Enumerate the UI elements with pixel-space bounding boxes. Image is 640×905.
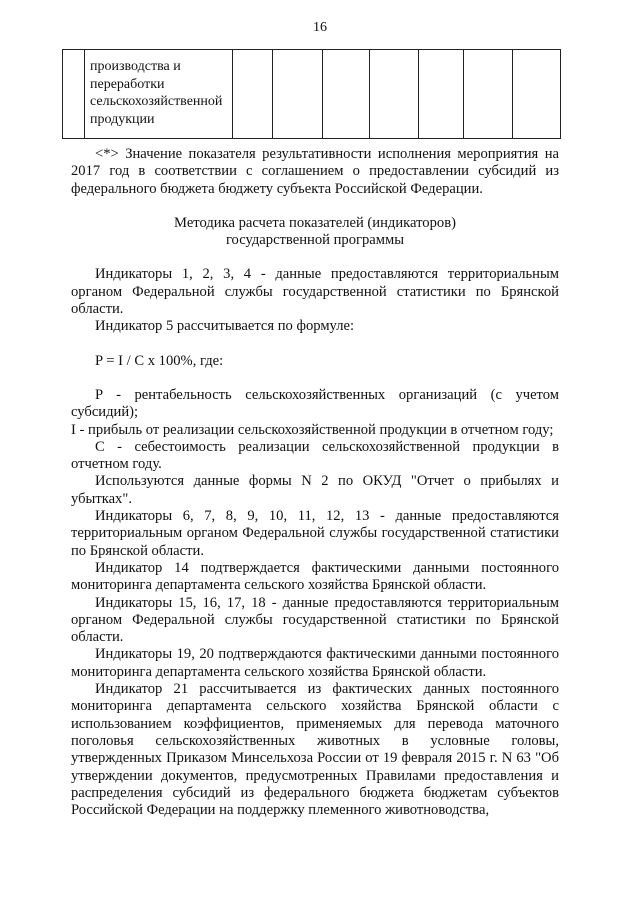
body-text [71,146,559,819]
cell-line: продукции [90,111,155,127]
formula: P = I / C x 100%, где: [95,352,224,369]
section-title-line1: Методика расчета показателей (индикаторов) [174,214,456,231]
page-number: 16 [313,20,327,35]
table-cell [419,50,464,139]
paragraph: Индикатор 5 рассчитывается по формуле: [95,318,355,335]
cell-line: переработки [90,76,165,92]
paragraph: Индикаторы 19, 20 подтверждаются фактическими данными постоянного мониторинга департамента сельского хозяйства Брянской области. [71,646,559,680]
table-cell [273,50,323,139]
table-cell [513,50,561,139]
definition-c: C - себестоимость реализации сельскохозяйственной продукции в отчетном году. [71,438,559,473]
table-row [63,50,561,139]
footnote: <*> Значение показателя результативности исполнения мероприятия на 2017 год в соответствии с соглашением о предоставлении субсидий из федерального бюджета бюджету субъекта Российской Федерации. [71,146,559,197]
table-cell [233,50,273,139]
paragraph: Индикаторы 6, 7, 8, 9, 10, 11, 12, 13 - данные предоставляются территориальным органом Федеральной службы государственной статистики по Брянской области. [71,508,559,559]
paragraph: Индикатор 14 подтверждается фактическими данными постоянного мониторинга департамента сельского хозяйства Брянской области. [71,559,559,594]
cell-line: сельскохозяйственной [90,94,223,109]
paragraph: Индикаторы 15, 16, 17, 18 - данные предоставляются территориальным органом Федеральной службы государственной статистики по Брянской области. [71,594,559,646]
definition-i: I - прибыль от реализации сельскохозяйственной продукции в отчетном году; [71,421,554,438]
paragraph: Индикаторы 1, 2, 3, 4 - данные предоставляются территориальным органом Федеральной службы государственной статистики по Брянской области. [71,266,559,318]
table-cell [464,50,513,139]
continued-table [62,49,561,139]
section-title-line2: государственной программы [225,232,405,249]
paragraph: Индикатор 21 рассчитывается из фактических данных постоянного мониторинга департамента сельского хозяйства Брянской области с использованием коэффициентов, применяемых для перевода маточного поголовья сельскохозяйственных животных в условные головы, утвержденных Приказом Минсельхоза России от 19 февраля 2015 г. N 63 "Об утверждении документов, предусмотренных Правилами предоставления и распределения субсидий из федерального бюджета бюджетам субъектов Российской Федерации на поддержку племенного животноводства, [71,681,559,819]
table-cell [370,50,419,139]
paragraph: Используются данные формы N 2 по ОКУД "Отчет о прибылях и убытках". [71,473,559,507]
table-cell-name [85,50,233,139]
table-cell [63,50,85,139]
table-cell [323,50,370,139]
cell-line: производства и [90,59,181,74]
definition-p: P - рентабельность сельскохозяйственных организаций (с учетом субсидий); [71,386,559,421]
